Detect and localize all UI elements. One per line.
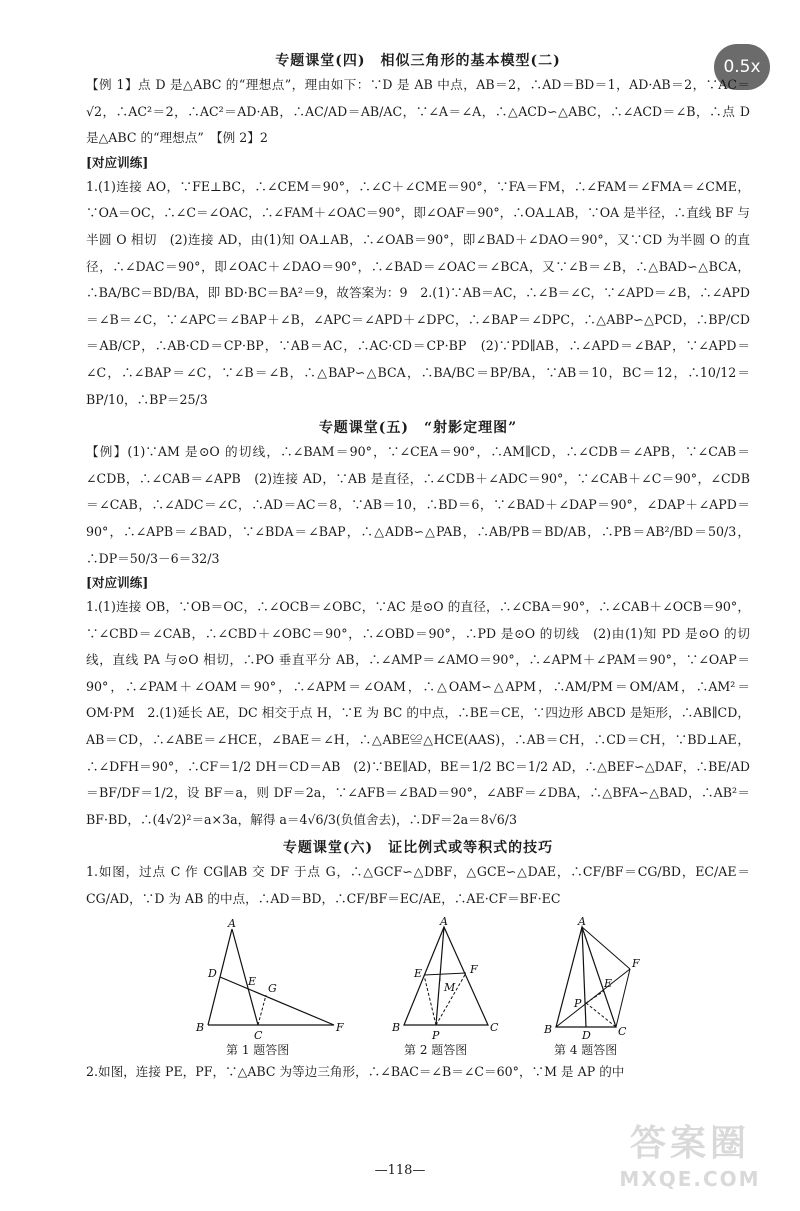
fig1-label-e: E — [248, 974, 257, 988]
fig4-label-d: D — [582, 1028, 591, 1042]
page-content — [86, 46, 750, 1085]
fig1-label-c: C — [254, 1028, 263, 1042]
example-paragraph-5: 【例】(1)∵AM 是⊙O 的切线，∴∠BAM＝90°，∵∠CEA＝90°，∴AM∥CD，∴∠CDB＝∠APB，∵∠CAB＝∠CDB，∴∠CAB＝∠APB (2)连接 AD，∵AB 是直径，∴∠CDB＋∠ADC＝90°，∵∠CAB＋∠C＝90°，∠CDB＝∠CAB，∴∠ADC＝∠C，∴AD＝AC＝8，∵AB＝10，∴BD＝6，∵∠BAD＋∠DAP＝90°，∠DAP＋∠APD＝90°，∴∠APB＝∠BAD，∵∠BDA＝∠BAP，∴△ADB∽△PAB，∴AB/PB＝BD/AB，∴PB＝AB²/BD＝50/3，∴DP＝50/3－6＝32/3 — [86, 444, 750, 566]
figure-2-caption: 第 2 题答图 — [404, 1042, 468, 1057]
fig4-label-b: B — [544, 1022, 553, 1036]
site-watermark — [602, 1122, 778, 1200]
fig2-label-a: A — [440, 914, 448, 928]
fig4-label-e: E — [604, 976, 613, 990]
watermark-line-2: MXQE.COM — [619, 1167, 761, 1191]
exercise-paragraph-6-2: 2.如图，连接 PE，PF，∵△ABC 为等边三角形，∴∠BAC＝∠B＝∠C＝60°，∵M 是 AP 的中 — [86, 1063, 625, 1079]
practice-subhead-4: [对应训练] — [86, 154, 149, 170]
figure-1-diagram — [192, 916, 344, 1042]
exercise-paragraph-4: 1.(1)连接 AO，∵FE⊥BC，∴∠CEM＝90°，∴∠C＋∠CME＝90°，∵FA＝FM，∴∠FAM＝∠FMA＝∠CME，∵OA＝OC，∴∠C＝∠OAC，∴∠FAM＋∠OAC＝90°，即∠OAF＝90°，∴OA⊥AB，∵OA 是半径，∴直线 BF 与半圆 O 相切 (2)连接 AD，由(1)知 OA⊥AB，∴∠OAB＝90°，即∠BAD＋∠DAO＝90°，又∵CD 为半圆 O 的直径，∴∠DAC＝90°，即∠OAC＋∠DAO＝90°，∴∠BAD＝∠OAC＝∠BCA，又∵∠B＝∠B，∴△BAD∽△BCA，∴BA/BC＝BD/BA，即 BD·BC＝BA²＝9，故答案为：9 2.(1)∵AB＝AC，∴∠B＝∠C，∵∠APD＝∠B，∴∠APD＝∠B＝∠C，∵∠APC＝∠BAP＋∠B，∠APC＝∠APD＋∠DPC，∴∠BAP＝∠DPC，∴△ABP∽△PCD，∴BP/CD＝AB/CP，∴AB·CD＝CP·BP，∵AB＝AC，∴AC·CD＝CP·BP (2)∵PD∥AB，∴∠APD＝∠BAP，∵∠APD＝∠C，∴∠BAP＝∠C，∵∠B＝∠B，∴△BAP∽△BCA，∴BA/BC＝BP/BA，∵AB＝10，BC＝12，∴10/12＝BP/10，∴BP＝25/3 — [86, 178, 750, 407]
exercise-paragraph-5: 1.(1)连接 OB，∵OB＝OC，∴∠OCB＝∠OBC，∵AC 是⊙O 的直径，∴∠CBA＝90°，∴∠CAB＋∠OCB＝90°，∵∠CBD＝∠CAB，∴∠CBD＋∠OBC＝90°，∴∠OBD＝90°，∴PD 是⊙O 的切线 (2)由(1)知 PD 是⊙O 的切线，直线 PA 与⊙O 相切，∴PO 垂直平分 AB，∴∠AMP＝∠AMO＝90°，∴∠APM＋∠PAM＝90°，∵∠OAP＝90°，∴∠PAM＋∠OAM＝90°，∴∠APM＝∠OAM，∴△OAM∽△APM，∴AM/PM＝OM/AM，∴AM²＝OM·PM 2.(1)延长 AE，DC 相交于点 H，∵E 为 BC 的中点，∴BE＝CE，∵四边形 ABCD 是矩形，∴AB∥CD，AB＝CD，∴∠ABE＝∠HCE，∠BAE＝∠H，∴△ABE≌△HCE(AAS)，∴AB＝CH，∴CD＝CH，∵BD⊥AE，∴∠DFH＝90°，∴CF＝1/2 DH＝CD＝AB (2)∵BE∥AD，BE＝1/2 BC＝1/2 AD，∴△BEF∽△DAF，∴BE/AD＝BF/DF＝1/2，设 BF＝a，则 DF＝2a，∵∠AFB＝∠BAD＝90°，∠ABF＝∠DBA，∴△BFA∽△BAD，∴AB²＝BF·BD，∴(4√2)²＝a×3a，解得 a＝4√6/3(负值舍去)，∴DF＝2a＝8√6/3 — [86, 599, 750, 827]
fig4-label-p: P — [574, 996, 582, 1010]
fig1-label-g: G — [268, 981, 277, 995]
section-title-4: 专题课堂(四) 相似三角形的基本模型(二) — [275, 53, 561, 69]
fig1-label-d: D — [208, 966, 217, 980]
section-title-6: 专题课堂(六) 证比例式或等积式的技巧 — [282, 840, 554, 857]
example-paragraph-4: 【例 1】点 D 是△ABC 的“理想点”，理由如下：∵D 是 AB 中点，AB＝2，∴AD＝BD＝1，AD·AB＝2，∵AC＝√2，∴AC²＝2，∴AC²＝AD·AB，∴AC/AD＝AB/AC，∵∠A＝∠A，∴△ACD∽△ABC，∴∠ACD＝∠B，∴点 D 是△ABC 的“理想点” 【例 2】2 — [86, 77, 750, 146]
fig2-label-m: M — [444, 980, 456, 994]
figure-4-caption: 第 4 题答图 — [554, 1042, 618, 1057]
watermark-line-1: 答案圈 — [629, 1123, 750, 1164]
answer-figures — [86, 914, 750, 1059]
fig2-label-c: C — [490, 1020, 499, 1034]
fig4-label-c: C — [618, 1024, 627, 1038]
fig1-label-a: A — [228, 916, 236, 930]
section-title-5: 专题课堂(五) “射影定理图” — [318, 420, 518, 437]
figure-4-diagram — [542, 914, 652, 1042]
fig4-label-f: F — [632, 956, 640, 970]
fig2-label-b: B — [392, 1020, 401, 1034]
fig2-label-f: F — [470, 962, 478, 976]
practice-subhead-5: [对应训练] — [86, 575, 149, 591]
fig1-label-f: F — [336, 1020, 344, 1034]
exercise-paragraph-6-1: 1.如图，过点 C 作 CG∥AB 交 DF 于点 G，∴△GCF∽△DBF，△GCE∽△DAE，∴CF/BF＝CG/BD，EC/AE＝CG/AD，∵D 为 AB 的中点，∴AD＝BD，∴CF/BF＝EC/AE，∴AE·CF＝BF·EC — [86, 864, 750, 907]
fig1-label-b: B — [196, 1020, 205, 1034]
fig2-label-p: P — [432, 1028, 440, 1042]
figure-1-caption: 第 1 题答图 — [226, 1042, 290, 1057]
figure-2-diagram — [392, 914, 502, 1042]
page-number: —118— — [374, 1163, 426, 1178]
fig4-label-a: A — [578, 914, 586, 928]
zoom-badge[interactable]: 0.5x — [714, 44, 770, 90]
fig2-label-e: E — [414, 966, 423, 980]
